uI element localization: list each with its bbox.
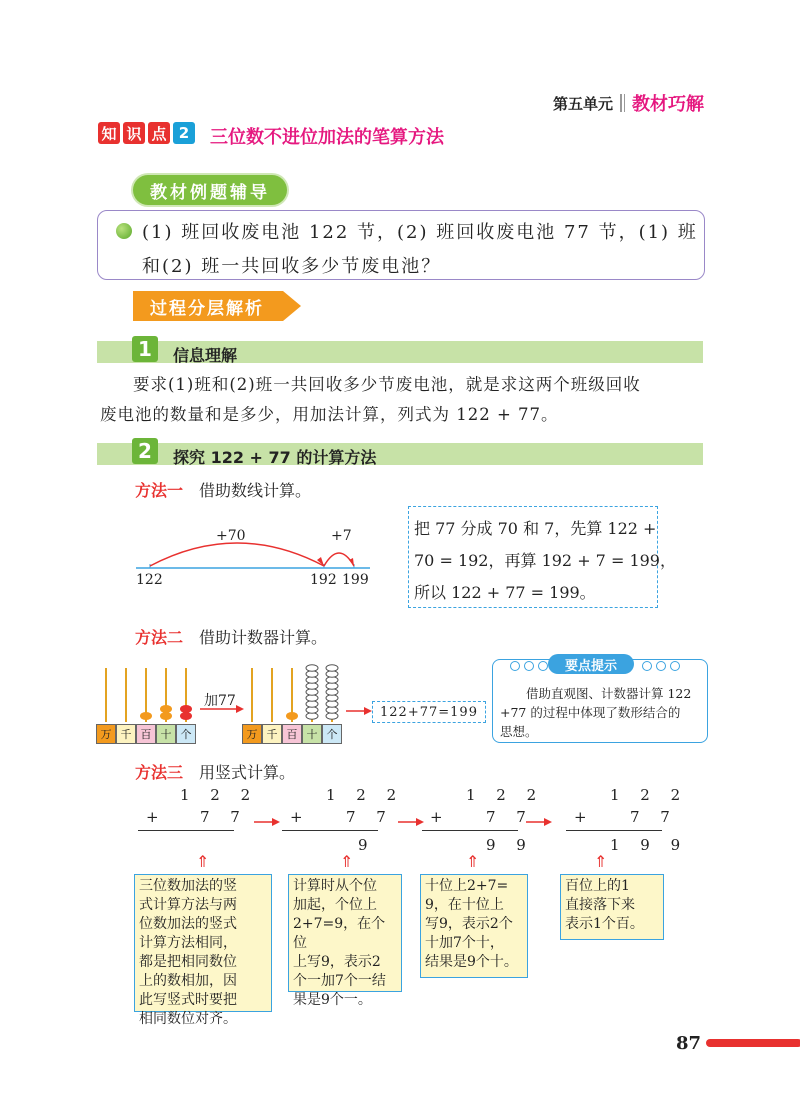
tip-line-3: 思想。 bbox=[500, 724, 538, 739]
box-3-line: 十位上2+7= bbox=[425, 878, 509, 894]
ring-icon bbox=[656, 661, 666, 671]
knowledge-point-title: 三位数不进位加法的笔算方法 bbox=[210, 127, 444, 148]
calc-2-line bbox=[282, 830, 378, 831]
process-tag: 过程分层解析 bbox=[150, 299, 264, 319]
place-wan: 万 bbox=[96, 724, 116, 744]
arrow-right-icon bbox=[200, 704, 244, 714]
unit-label: 第五单元 bbox=[552, 94, 613, 113]
arrow-right-icon bbox=[526, 817, 552, 827]
calc-2-bottom: 7 7 bbox=[346, 808, 394, 826]
numberline-start: 122 bbox=[136, 572, 163, 588]
kp-char-3: 点 bbox=[148, 122, 170, 144]
bullet-dot-icon bbox=[116, 223, 132, 239]
step-1-number: 1 bbox=[132, 336, 158, 362]
page-header bbox=[553, 90, 704, 116]
example-line-2: 和(2) 班一共回收多少节废电池？ bbox=[142, 256, 442, 277]
box-2-line: 2+7=9，在个位 bbox=[293, 916, 386, 951]
method-1-note-line-3: 所以 122 + 77 = 199。 bbox=[414, 583, 596, 602]
page-number-bar bbox=[706, 1039, 800, 1047]
step-1-line-1: 要求(1)班和(2)班一共回收多少节废电池，就是求这两个班级回收 bbox=[133, 375, 641, 394]
jump-7-label: +7 bbox=[331, 528, 352, 544]
section-label: 教材巧解 bbox=[632, 94, 704, 115]
ring-icon bbox=[642, 661, 652, 671]
up-arrow-icon: ⇑ bbox=[594, 852, 608, 871]
page-number: 87 bbox=[676, 1033, 702, 1054]
step-2-title: 探究 122 + 77 的计算方法 bbox=[173, 448, 377, 467]
jump-70-label: +70 bbox=[216, 528, 246, 544]
calc-2-result: 9 bbox=[358, 836, 376, 854]
explain-box-3 bbox=[420, 874, 528, 978]
place-ge: 个 bbox=[322, 724, 342, 744]
place-bai: 百 bbox=[282, 724, 302, 744]
counter-before bbox=[96, 664, 200, 726]
calc-4-top: 1 2 2 bbox=[610, 786, 689, 804]
box-2-line: 个一加7个一结 bbox=[293, 973, 386, 989]
calc-2-plus: + bbox=[290, 808, 303, 826]
explain-box-2 bbox=[288, 874, 402, 1008]
box-2-line: 计算时从个位 bbox=[293, 878, 377, 894]
calc-1-plus: + bbox=[146, 808, 159, 826]
calc-4-line bbox=[566, 830, 662, 831]
calc-3-plus: + bbox=[430, 808, 443, 826]
place-bai: 百 bbox=[136, 724, 156, 744]
calc-3-line bbox=[422, 830, 518, 831]
method-3 bbox=[135, 760, 295, 783]
box-1-line: 三位数加法的竖 bbox=[139, 878, 237, 894]
method-3-desc: 用竖式计算。 bbox=[199, 763, 296, 782]
knowledge-point-badge bbox=[98, 122, 195, 144]
calc-3-top: 1 2 2 bbox=[466, 786, 545, 804]
box-1-line: 位数加法的竖式 bbox=[139, 916, 237, 932]
tip-title: 要点提示 bbox=[548, 654, 634, 674]
box-3-line: 写9，表示2个 bbox=[425, 916, 513, 932]
example-line-1: (1) 班回收废电池 122 节，(2) 班回收废电池 77 节，(1) 班 bbox=[142, 222, 698, 243]
method-1-name: 方法一 bbox=[135, 481, 184, 500]
counter-before-labels bbox=[96, 724, 196, 744]
calc-2-top: 1 2 2 bbox=[326, 786, 405, 804]
ring-icon bbox=[524, 661, 534, 671]
box-4-line: 表示1个百。 bbox=[565, 916, 644, 932]
explain-box-4 bbox=[560, 874, 664, 940]
step-1-line-2: 废电池的数量和是多少，用加法计算，列式为 122 + 77。 bbox=[100, 405, 559, 424]
method-2-desc: 借助计数器计算。 bbox=[199, 628, 328, 647]
calc-1-line bbox=[138, 830, 234, 831]
arrow-right-icon bbox=[398, 817, 424, 827]
box-1-line: 相同数位对齐。 bbox=[139, 1011, 237, 1027]
step-1-title: 信息理解 bbox=[173, 346, 238, 365]
up-arrow-icon: ⇑ bbox=[340, 852, 354, 871]
method-2 bbox=[135, 625, 327, 648]
calc-1-top: 1 2 2 bbox=[180, 786, 259, 804]
example-tag: 教材例题辅导 bbox=[133, 175, 287, 205]
box-2-line: 加起，个位上 bbox=[293, 897, 377, 913]
box-1-line: 计算方法相同， bbox=[139, 935, 237, 951]
box-1-line: 式计算方法与两 bbox=[139, 897, 237, 913]
tip-line-1: 借助直观图、计数器计算 122 bbox=[526, 686, 692, 701]
box-4-line: 直接落下来 bbox=[565, 897, 635, 913]
box-2-line: 上写9，表示2 bbox=[293, 954, 381, 970]
place-shi: 十 bbox=[302, 724, 322, 744]
arrow-right-icon bbox=[254, 817, 280, 827]
ring-icon bbox=[510, 661, 520, 671]
kp-char-1: 知 bbox=[98, 122, 120, 144]
counter-after-labels bbox=[242, 724, 342, 744]
calc-3-result: 9 9 bbox=[486, 836, 534, 854]
up-arrow-icon: ⇑ bbox=[196, 852, 210, 871]
box-1-line: 上的数相加，因 bbox=[139, 973, 237, 989]
box-1-line: 都是把相同数位 bbox=[139, 954, 237, 970]
ring-icon bbox=[538, 661, 548, 671]
place-shi: 十 bbox=[156, 724, 176, 744]
calc-4-plus: + bbox=[574, 808, 587, 826]
numberline-mid: 192 bbox=[310, 572, 337, 588]
calc-1-bottom: 7 7 bbox=[200, 808, 248, 826]
numberline-end: 199 bbox=[342, 572, 369, 588]
place-wan: 万 bbox=[242, 724, 262, 744]
arrow-right-icon bbox=[346, 706, 372, 716]
explain-box-1 bbox=[134, 874, 272, 1027]
counter-after bbox=[242, 664, 346, 726]
box-3-line: 9，在十位上 bbox=[425, 897, 504, 913]
kp-char-2: 识 bbox=[123, 122, 145, 144]
calc-4-result: 1 9 9 bbox=[610, 836, 689, 854]
calc-3-bottom: 7 7 bbox=[486, 808, 534, 826]
calc-4-bottom: 7 7 bbox=[630, 808, 678, 826]
step-2-number: 2 bbox=[132, 438, 158, 464]
method-3-name: 方法三 bbox=[135, 763, 184, 782]
ring-icon bbox=[670, 661, 680, 671]
counter-result: 122+77=199 bbox=[372, 701, 486, 723]
method-2-name: 方法二 bbox=[135, 628, 184, 647]
box-1-line: 此写竖式时要把 bbox=[139, 992, 237, 1008]
place-qian: 千 bbox=[262, 724, 282, 744]
box-3-line: 十加7个十， bbox=[425, 935, 504, 951]
tip-line-2: +77 的过程中体现了数形结合的 bbox=[500, 705, 681, 720]
method-1-note-line-1: 把 77 分成 70 和 7，先算 122 + bbox=[414, 519, 657, 538]
up-arrow-icon: ⇑ bbox=[466, 852, 480, 871]
box-3-line: 结果是9个十。 bbox=[425, 954, 518, 970]
method-1 bbox=[135, 478, 311, 501]
box-2-line: 果是9个一。 bbox=[293, 992, 372, 1008]
place-qian: 千 bbox=[116, 724, 136, 744]
method-1-desc: 借助数线计算。 bbox=[199, 481, 312, 500]
add-77-label: 加77 bbox=[204, 693, 236, 709]
header-divider bbox=[620, 94, 625, 112]
place-ge: 个 bbox=[176, 724, 196, 744]
method-1-note-line-2: 70 = 192，再算 192 + 7 = 199， bbox=[414, 551, 676, 570]
kp-number: 2 bbox=[173, 122, 195, 144]
box-4-line: 百位上的1 bbox=[565, 878, 630, 894]
